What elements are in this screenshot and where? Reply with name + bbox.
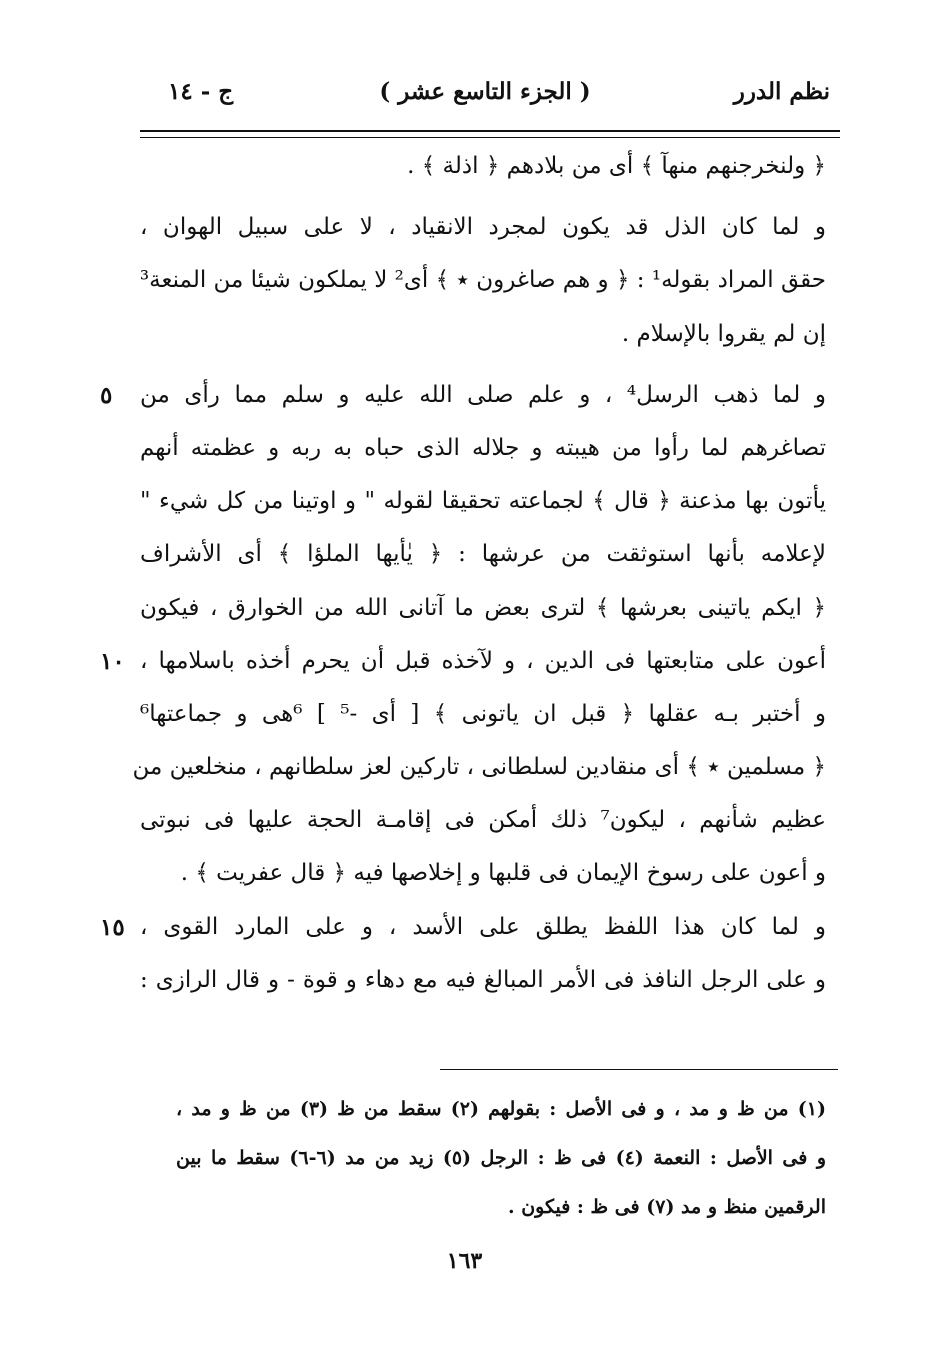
text-line-container — [100, 369, 826, 422]
footnote-line: (١) من ظ و مد ، و فى الأصل : بقولهم (٢) سقط من ظ (٣) من ظ و مد ، — [176, 1098, 826, 1120]
footnote-rule — [440, 1069, 838, 1070]
text-line: عظيم شأنهم ، ليكون⁷ ذلك أمكن فى إقامـة الحجة عليها فى نبوتى — [140, 807, 826, 834]
text-line: و أعون على رسوخ الإيمان فى قلبها و إخلاصها فيه ﴿ قال عفريت ﴾ . — [180, 860, 826, 887]
footnotes — [176, 1085, 826, 1232]
header-rule — [140, 130, 840, 138]
line-number: ١٥ — [100, 913, 125, 941]
text-line: إن لم يقروا بالإسلام . — [621, 320, 826, 347]
footnote-line: و فى الأصل : النعمة (٤) فى ظ : الرجل (٥) زيد من مد (٦-٦) سقط ما بين — [176, 1147, 826, 1169]
text-line: ﴿ ولنخرجنهم منهآ ﴾ أى من بلادهم ﴿ اذلة ﴾ . — [407, 153, 826, 179]
text-line: و على الرجل النافذ فى الأمر المبالغ فيه مع دهاء و قوة - و قال الرازى : — [140, 966, 826, 993]
text-line: يأتون بها مذعنة ﴿ قال ﴾ لجماعته تحقيقا لقوله " و اوتينا من كل شيء " — [140, 488, 826, 515]
text-line: ﴿ مسلمين ٭ ﴾ أى منقادين لسلطانى ، تاركين لعز سلطانهم ، منخلعين من — [132, 754, 826, 781]
part-title: ( الجزء التاسع عشر ) — [379, 78, 591, 105]
main-text — [100, 140, 826, 1007]
footnote-line: الرقمين منظ و مد (٧) فى ظ : فيكون . — [507, 1196, 826, 1218]
line-number: ١٠ — [100, 647, 125, 675]
text-line: و لما ذهب الرسل⁴ ، و علم صلى الله عليه و سلم مما رأى من — [140, 381, 826, 408]
text-line: لإعلامه بأنها استوثقت من عرشها : ﴿ يٰأيها الملؤا ﴾ أى الأشراف — [140, 541, 826, 568]
text-line: حقق المراد بقوله¹ : ﴿ و هم صاغرون ٭ ﴾ أى² لا يملكون شيئا من المنعة³ — [139, 267, 826, 294]
text-line: و أختبر بـه عقلها ﴿ قبل ان ياتونى ﴾ [ أى -⁵ ] ⁶هى و جماعتها⁶ — [140, 700, 826, 727]
text-line: و لما كان الذل قد يكون لمجرد الانقياد ، لا على سبيل الهوان ، — [140, 214, 826, 241]
volume-label: ج - ١٤ — [168, 78, 234, 105]
text-line: أعون على متابعتها فى الدين ، و لآخذه قبل أن يحرم أخذه باسلامها ، — [140, 647, 826, 674]
page-header — [140, 78, 830, 122]
page-number: ١٦٣ — [446, 1248, 483, 1274]
text-line: تصاغرهم لما رأوا من هيبته و جلاله الذى حباه به ربه و عظمته أنهم — [140, 434, 826, 461]
text-line: و لما كان هذا اللفظ يطلق على الأسد ، و على المارد القوى ، — [140, 913, 826, 940]
text-line: ﴿ ايكم ياتينى بعرشها ﴾ لترى بعض ما آتانى الله من الخوارق ، فيكون — [140, 594, 826, 621]
text-line-container — [100, 635, 826, 688]
text-line-container — [100, 901, 826, 954]
book-title: نظم الدرر — [733, 78, 830, 105]
line-number: ٥ — [100, 381, 113, 409]
